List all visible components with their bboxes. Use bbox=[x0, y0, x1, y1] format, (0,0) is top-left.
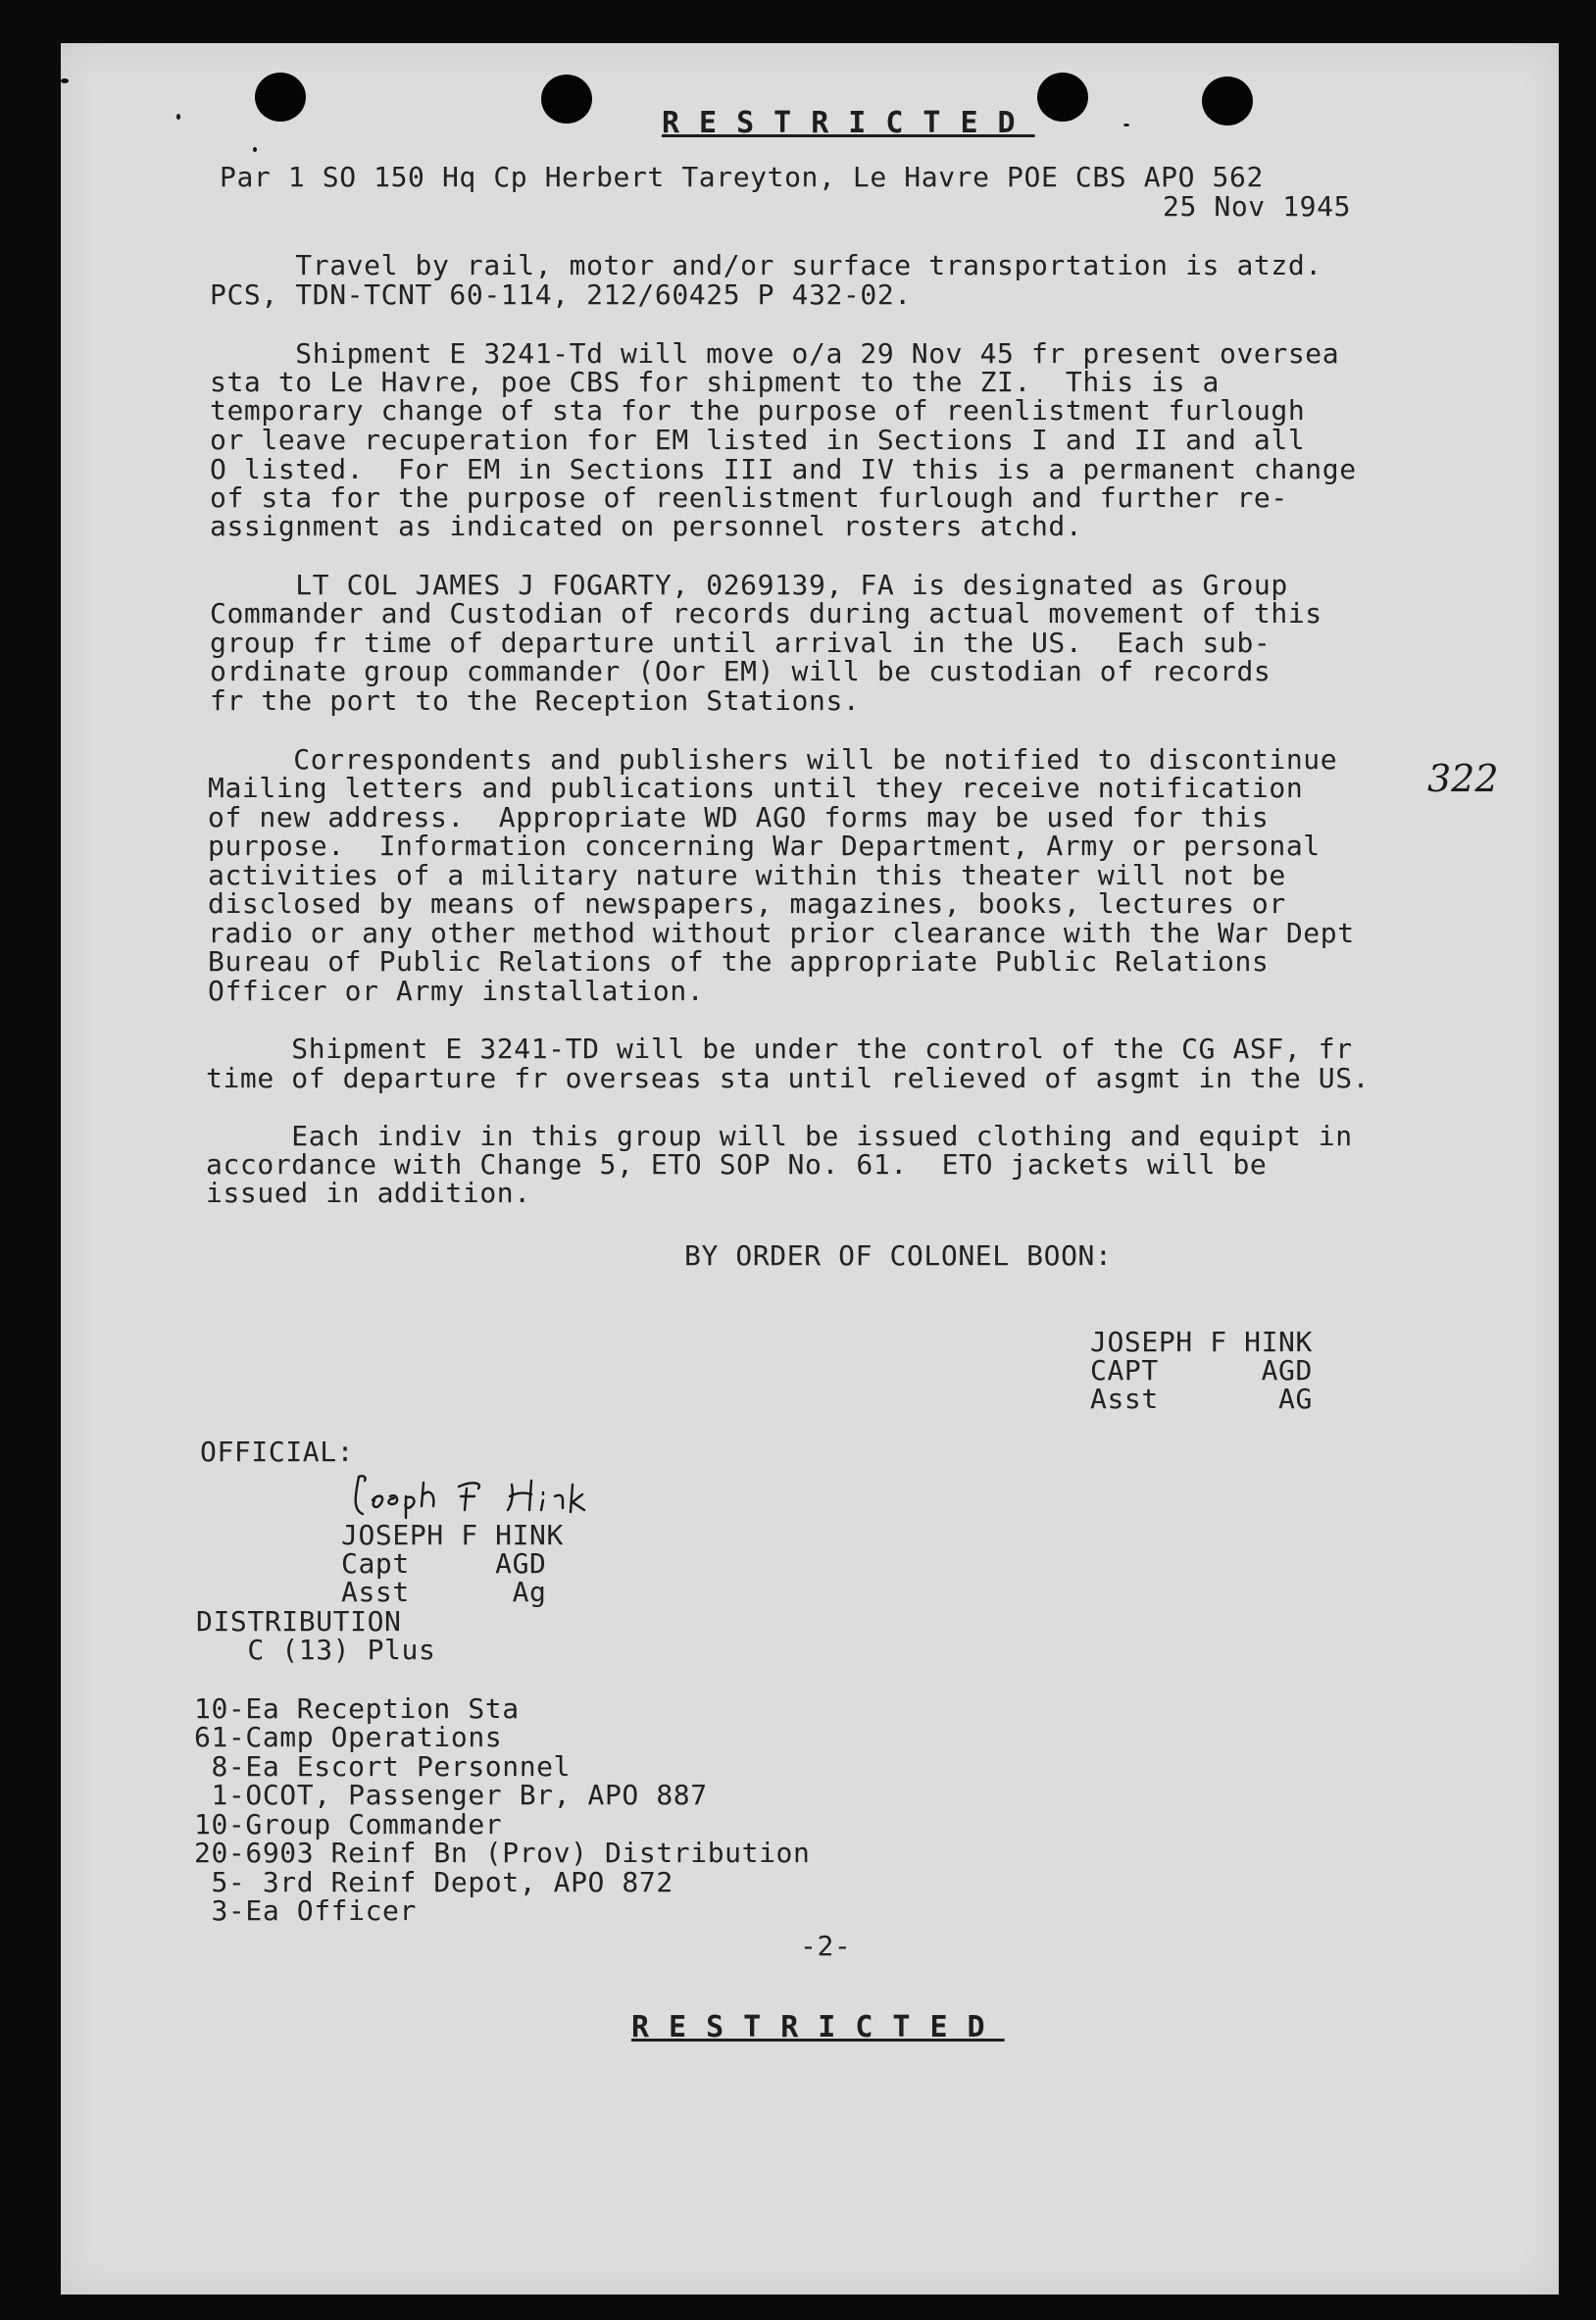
paragraph-line: Shipment E 3241-TD will be under the control of the CG ASF, fr bbox=[206, 1033, 1353, 1065]
signer-name: JOSEPH F HINK bbox=[1090, 1326, 1313, 1358]
distribution-item: 10-Group Commander bbox=[194, 1808, 503, 1841]
paragraph-line: activities of a military nature within this theater will not be bbox=[208, 859, 1286, 891]
page-number: -2- bbox=[800, 1930, 852, 1962]
paragraph-line: Mailing letters and publications until they receive notification bbox=[208, 772, 1304, 804]
reference-line: Par 1 SO 150 Hq Cp Herbert Tareyton, Le Havre POE CBS APO 562 bbox=[220, 161, 1264, 193]
paragraph-line: Bureau of Public Relations of the appropriate Public Relations bbox=[208, 945, 1270, 978]
paragraph-line: Each indiv in this group will be issued clothing and equipt in bbox=[206, 1120, 1353, 1152]
paper-speck bbox=[61, 78, 69, 83]
official-label: OFFICIAL: bbox=[200, 1436, 355, 1468]
paragraph-line: of sta for the purpose of reenlistment furlough and further re- bbox=[210, 481, 1288, 514]
distribution-item: 10-Ea Reception Sta bbox=[194, 1692, 520, 1725]
signer-rank: CAPT AGD bbox=[1090, 1354, 1313, 1387]
binder-hole bbox=[255, 73, 306, 122]
paragraph-line: Officer or Army installation. bbox=[208, 975, 705, 1007]
paragraph-line: assignment as indicated on personnel rosters atchd. bbox=[210, 510, 1083, 542]
paragraph-line: Travel by rail, motor and/or surface transportation is atzd. bbox=[210, 249, 1322, 281]
paragraph-line: sta to Le Havre, poe CBS for shipment to the ZI. This is a bbox=[210, 366, 1220, 398]
by-order-line: BY ORDER OF COLONEL BOON: bbox=[684, 1239, 1113, 1272]
paragraph-line: accordance with Change 5, ETO SOP No. 61. ETO jackets will be bbox=[206, 1148, 1268, 1181]
signer-title: Asst AG bbox=[1090, 1383, 1313, 1415]
classification-header: RESTRICTED bbox=[662, 106, 1035, 140]
paper-speck bbox=[176, 114, 180, 120]
paragraph-line: purpose. Information concerning War Department, Army or personal bbox=[208, 830, 1321, 862]
paragraph-line: or leave recuperation for EM listed in Sections I and II and all bbox=[210, 424, 1306, 456]
paragraph-line: fr the port to the Reception Stations. bbox=[210, 684, 861, 717]
distribution-item: 8-Ea Escort Personnel bbox=[194, 1750, 572, 1783]
paragraph-line: group fr time of departure until arrival in the US. Each sub- bbox=[210, 627, 1272, 659]
paragraph-line: disclosed by means of newspapers, magazines, books, lectures or bbox=[208, 887, 1286, 920]
margin-page-number: 322 bbox=[1427, 757, 1499, 800]
distribution-item: 3-Ea Officer bbox=[194, 1894, 417, 1927]
distribution-label: DISTRIBUTION bbox=[196, 1605, 402, 1638]
official-title: Asst Ag bbox=[341, 1576, 547, 1608]
paragraph-line: PCS, TDN-TCNT 60-114, 212/60425 P 432-02. bbox=[210, 278, 912, 311]
document-sheet bbox=[61, 43, 1559, 2295]
document-date: 25 Nov 1945 bbox=[1163, 190, 1352, 223]
paragraph-line: Correspondents and publishers will be notified to discontinue bbox=[208, 743, 1338, 776]
distribution-item: 5- 3rd Reinf Depot, APO 872 bbox=[194, 1866, 673, 1898]
classification-footer: RESTRICTED bbox=[631, 2010, 1005, 2044]
paragraph-line: temporary change of sta for the purpose of reenlistment furlough bbox=[210, 394, 1306, 427]
distribution-item: 20-6903 Reinf Bn (Prov) Distribution bbox=[194, 1837, 811, 1869]
paper-speck bbox=[253, 147, 257, 152]
paragraph-line: O listed. For EM in Sections III and IV this is a permanent change bbox=[210, 453, 1357, 485]
paragraph-line: Commander and Custodian of records during actual movement of this bbox=[210, 597, 1322, 630]
paragraph-line: issued in addition. bbox=[206, 1177, 531, 1209]
paragraph-line: Shipment E 3241-Td will move o/a 29 Nov 45 fr present oversea bbox=[210, 337, 1340, 370]
binder-hole bbox=[1037, 73, 1088, 122]
binder-hole bbox=[1202, 76, 1253, 126]
binder-hole bbox=[541, 75, 592, 124]
paper-speck bbox=[1123, 124, 1129, 126]
paragraph-line: of new address. Appropriate WD AGO forms may be used for this bbox=[208, 801, 1270, 833]
paragraph-line: LT COL JAMES J FOGARTY, 0269139, FA is designated as Group bbox=[210, 569, 1288, 601]
distribution-sub: C (13) Plus bbox=[196, 1634, 436, 1666]
paragraph-line: time of departure fr overseas sta until relieved of asgmt in the US. bbox=[206, 1062, 1371, 1094]
paragraph-line: ordinate group commander (Oor EM) will be custodian of records bbox=[210, 655, 1272, 687]
paragraph-line: radio or any other method without prior clearance with the War Dept bbox=[208, 917, 1355, 949]
official-rank: Capt AGD bbox=[341, 1547, 547, 1580]
distribution-item: 1-OCOT, Passenger Br, APO 887 bbox=[194, 1779, 708, 1811]
distribution-item: 61-Camp Operations bbox=[194, 1721, 503, 1753]
official-name: JOSEPH F HINK bbox=[341, 1519, 564, 1551]
